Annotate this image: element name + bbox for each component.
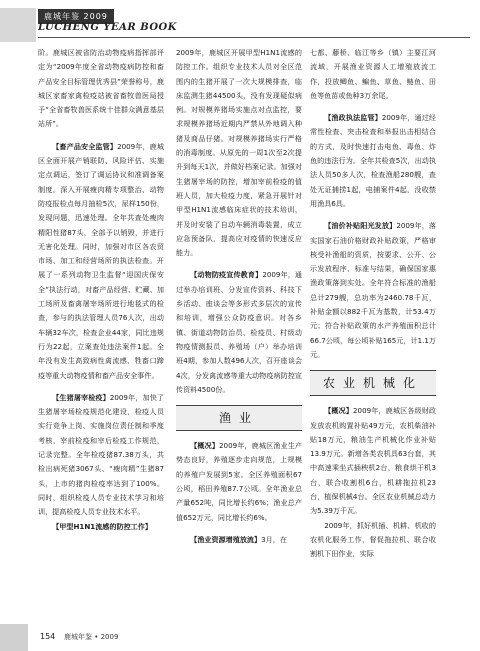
column-1: [38, 46, 164, 534]
section-heading: 【渔政执法监管】: [324, 113, 382, 123]
section-heading: 【生猪屠宰检疫】: [52, 392, 110, 402]
section-heading: 【渔业资源增殖放流】: [190, 534, 262, 544]
paragraph: 阶。鹿城区被省防治动物疫病指挥部评定为“2009年度全省动物疫病防控和畜产品安全目标管理优秀县”荣誉称号，鹿城区家畜家禽检疫站被省畜牧兽医局授予“全省畜牧兽医系统十佳群众满意基层站所”。: [38, 48, 164, 129]
paragraph: 【畜产品安全监管】2009年，鹿城区全面开展产销联防、风险评估、实施定点调运，签订了调运协议和准调备案制度。深入开展瘦肉精专项整治、动物防疫报检点每月抽检5次，尿样150份，发现问题，迅速处理。全年共查处瘦肉精阳性猪87头，全部予以销毁，并进行无害化处理。同时，加强对市区各农贸市场、加工和经营场所的执法检查。开展了一系列动物卫生监督“迎国庆保安全”执法行动，对畜产品经营、贮藏、加工场所及畜禽屠宰场所进行地毯式的检查，参与的执法管理人员76人次，出动车辆32车次，检查企业44家，同比违规行为22起，立案查处违法案件1起。全年没有发生高致病性禽流感、牲畜口蹄疫等重大动物疫情和畜产品安全事件。: [38, 141, 164, 380]
paragraph: 【概况】2009年，鹿城区各级财政发放农机购置补贴49万元，农机柴油补贴18万元，粮油生产机械化作业补贴13.9万元。新增各类农机具63台套，其中高速乘坐式插秧机2台，粮食烘干机3台，联合收割机6台，机耕拖拉机23台，植保机械4台。全区农业机械总动力为5.39万千瓦。: [310, 406, 437, 516]
page-header: [0, 0, 480, 44]
paragraph: [38, 520, 164, 534]
page-number: 154: [40, 632, 56, 641]
paragraph: 2009年，鹿城区开展甲型H1N1流感的防控工作。组织专业技术人员对全区范围内的生猪开展了一次大规模排查，临床监测生猪44500头，没有发现疑似病例。对规模养猪场实施点对点监控，要求规模养猪场近期内严禁从外地调入种猪及商品仔猪。对规模养猪场实行严格的消毒制度。从原先的一周1次至2次提升到每天1次，并做好档案记录。加强对生猪屠宰场的防控，增加宰前检疫的值班人员，加大检疫力度，紧急开展针对甲型H1N1流感临床症状的技术培训，并及时安装了自动车辆消毒装置，成立应急预备队，提高应对疫情的快速反应能力。: [176, 48, 302, 258]
paragraph: 【动物防疫宣传教育】2009年，通过举办培训班、分发宣传资料、科技下乡活动、座谈会等多形式多层次的宣传和培训，增强公众防疫意识。对各乡镇、街道动物防治员、检疫员、村级动物疫情测报员、养殖场（户）举办培训班4期，参加人数496人次，召开座谈会4次，分发禽流感等重大动物疫病防控宣传资料4500份。: [176, 270, 302, 394]
paragraph: 【生猪屠宰检疫】2009年，加快了生猪屠宰场检疫规范化建设，检疫人员实行竞争上岗、实施岗位责任制和季度考核，宰前检疫和宰后检疫工作规范，记录完整。全年检疫猪87.38万头，共检出病死猪3067头、“瘦肉精”生猪87头，上市的猪肉检疫率达到了100%。同时，组织检疫人员专业技术学习和培训，提高检疫人员专业技术水平。: [38, 392, 165, 517]
header-rule: [38, 37, 470, 38]
section-title-agri-mech: 农业机械化: [310, 370, 436, 396]
column-2: [176, 46, 302, 547]
page-footer: [0, 624, 480, 651]
footer-title: 鹿城年鉴 • 2009: [64, 633, 119, 641]
paragraph: 【渔业资源增殖放流】3月，在: [190, 534, 287, 544]
header-brand-en: LUCHENG YEAR BOOK: [38, 22, 177, 33]
paragraph: 【概况】2009年，鹿城区渔业生产势态良好，养殖逐步走向规范，上规模的养殖户发展到5家。全区养殖面积67公顷，稻田养殖87.7公顷。全年渔业总产量652吨，同比增长约6%；渔业总产值652万元，同比增长约6%。: [176, 441, 303, 522]
header-brand-cn: 鹿城年鉴 2009: [38, 9, 114, 24]
section-heading: 【动物防疫宣传教育】: [190, 270, 263, 280]
section-heading: 【油价补贴阳光发放】: [324, 221, 397, 231]
section-heading: 【甲型H1N1流感的防控工作】: [52, 521, 152, 531]
section-heading: 【概况】: [190, 441, 220, 451]
section-heading: 【畜产品安全监管】: [52, 141, 118, 151]
footer-accent-bar: [0, 624, 28, 651]
column-3: [310, 46, 436, 562]
paragraph: 2009年，抓好机插、机耕、机收的农机化服务工作，督促拖拉机、联合收割机下田作业，实际: [310, 520, 436, 559]
paragraph: 七都、藤桥、临江等乡（镇）主要江河流域，开展渔业资源人工增殖放流工作，投放鲫鱼、鳊鱼、草鱼、鲢鱼、田鱼等鱼苗或鱼种3万余尾。: [310, 48, 436, 100]
header-accent-bar: [0, 8, 36, 42]
section-heading: 【概况】: [324, 406, 354, 416]
paragraph: 【油价补贴阳光发放】2009年，落实国家石油价格财政补贴政策，严格审核受补渔船的资质，按要求、公开、公示发放程序、标准与结果，确保国家惠渔政策落到实处。全年符合标准的渔船总计279艘，总功率为2460.78千瓦，补贴金额以882千瓦为基数，计53.4万元；符合补贴政策的水产养殖面积总计66.7公顷，每公顷补贴165元，计1.1万元。: [310, 221, 436, 359]
paragraph: 【渔政执法监管】2009年，通过经常性检查、突击检查和举报出击相结合的方式，及时快速打击电鱼、毒鱼、炸鱼的违法行为。全年共检查5次，出动执法人员50多人次，检查渔船280艘，查处无证捕捞1起，电捕案件4起，没收禁用渔具6具。: [310, 113, 437, 208]
section-title-fishery: 渔业: [176, 405, 302, 431]
